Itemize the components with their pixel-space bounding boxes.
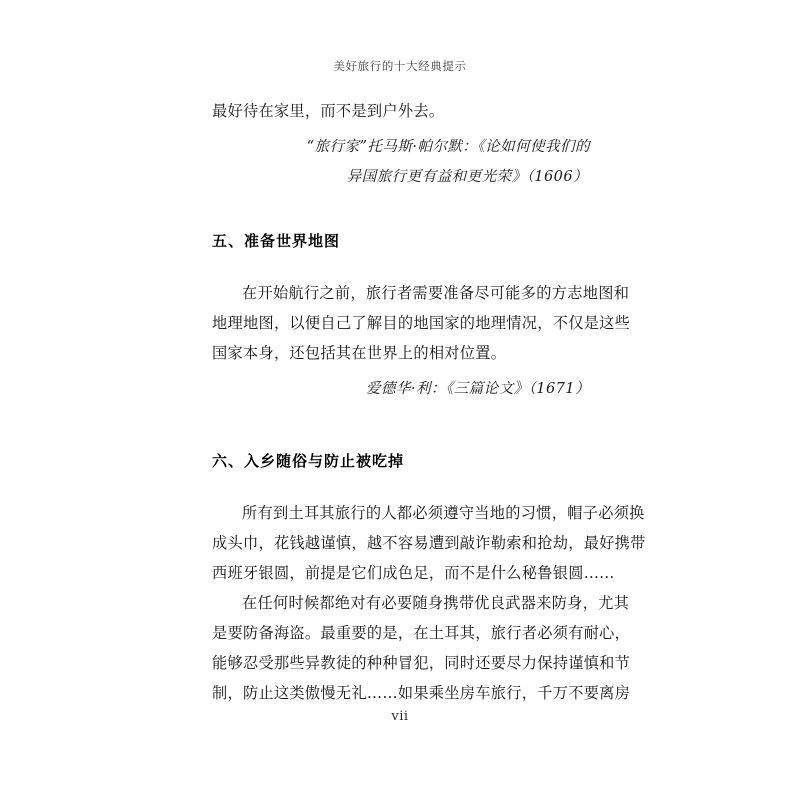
body-line: 成头巾，花钱越谨慎，越不容易遭到敲诈勒索和抢劫，最好携带 (212, 534, 646, 552)
paragraph-section-six-second (212, 588, 631, 708)
body-line: 最好待在家里，而不是到户外去。 (212, 102, 445, 120)
attribution-leigh (212, 374, 590, 404)
attribution-line: 异国旅行更有益和更光荣》（1606） (346, 168, 588, 185)
body-line: 国家本身，还包括其在世界上的相对位置。 (212, 344, 507, 362)
attribution-line: “旅行家”托马斯·帕尔默：《论如何使我们的 (306, 138, 590, 155)
section-heading-six: 六、入乡随俗与防止被吃掉 (212, 452, 405, 470)
page-number: vii (391, 709, 409, 724)
body-line: 是要防备海盗。最重要的是，在土耳其，旅行者必须有耐心， (212, 624, 631, 642)
body-line: 西班牙银圆，前提是它们成色足，而不是什么秘鲁银圆…… (212, 564, 615, 582)
body-line: 制，防止这类傲慢无礼……如果乘坐房车旅行，千万不要离房 (212, 684, 631, 702)
paragraph-section-five (212, 278, 631, 368)
body-line: 地理地图，以便自己了解目的地国家的地理情况，不仅是这些 (212, 314, 631, 332)
running-header: 美好旅行的十大经典提示 (333, 59, 467, 73)
body-line: 在任何时候都绝对有必要随身携带优良武器来防身，尤其 (242, 594, 630, 612)
body-line: 所有到土耳其旅行的人都必须遵守当地的习惯，帽子必须换 (242, 504, 645, 522)
text-column (212, 96, 646, 708)
paragraph-continued (212, 96, 590, 126)
paragraph-section-six-first (212, 498, 646, 588)
section-heading-five: 五、准备世界地图 (212, 232, 341, 250)
attribution-line: 爱德华·利：《三篇论文》（1671） (365, 380, 590, 397)
body-line: 在开始航行之前，旅行者需要准备尽可能多的方志地图和 (242, 284, 630, 302)
attribution-palmer (212, 132, 590, 192)
body-line: 能够忍受那些异教徒的种种冒犯，同时还要尽力保持谨慎和节 (212, 654, 631, 672)
